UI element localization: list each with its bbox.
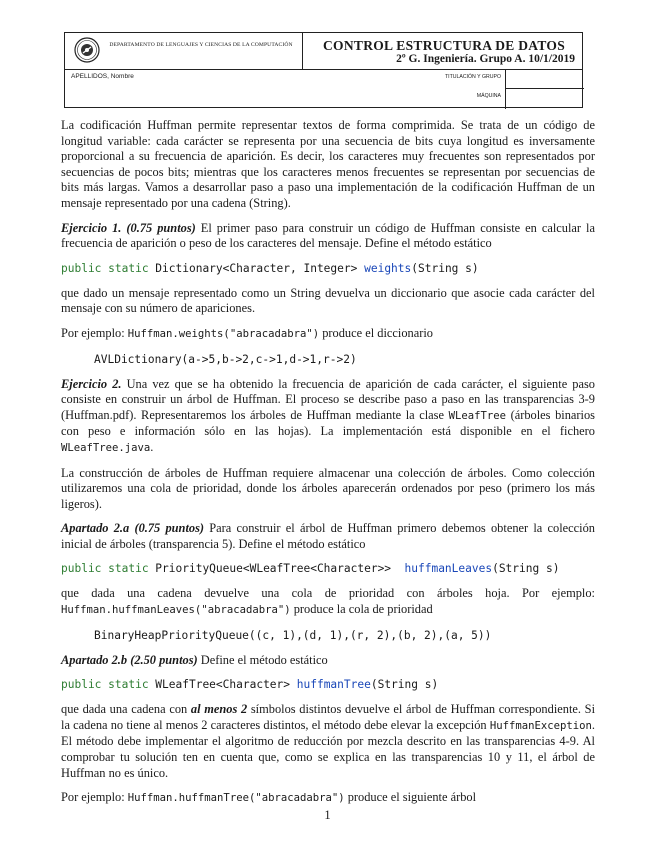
code-type: PriorityQueue<WLeafTree<Character>>	[148, 562, 405, 576]
description-text: que dada una cadena devuelve una cola de prioridad con árboles hoja. Por ejemplo:	[61, 586, 595, 601]
class-name-code: WLeafTree	[448, 409, 506, 422]
example-text: produce el diccionario	[319, 325, 433, 340]
example-text: produce el siguiente árbol	[344, 790, 477, 805]
department-name: DEPARTAMENTO DE LENGUAJES Y CIENCIAS DE LA COMPUTACIÓN	[109, 42, 293, 48]
huffman-leaves-signature	[61, 561, 595, 576]
code-type: WLeafTree<Character>	[148, 678, 297, 692]
degree-field-label: TITULACIÓN Y GRUPO	[444, 74, 501, 80]
intro-paragraph: La codificación Huffman permite representar textos de forma comprimida. Se trata de un código de longitud variable: cada carácter se representa por una secuencia de bits cuya longitud es inversamente proporcional a su frecuencia de aparición. Es decir, los caracteres muy frecuentes son representados por secuencias de pocos bits; mientras que los caracteres menos frecuentes se representan por secuencias de bits más largas. Vamos a desarrollar paso a paso una implementación de la codificación Huffman de un mensaje representado por una cadena (String).	[61, 118, 595, 210]
file-name-code: WLeafTree.java	[61, 441, 151, 454]
code-function: weights	[364, 261, 412, 275]
weights-signature	[61, 261, 595, 276]
code-function: huffmanLeaves	[404, 562, 493, 576]
exam-header	[64, 32, 583, 108]
exercise-1-description: que dado un mensaje representado como un String devuelva un diccionario que asocie cada carácter del mensaje con su número de apariciones.	[61, 285, 595, 316]
apartado-2b-description	[61, 702, 595, 781]
exercise-1-result: AVLDictionary(a->5,b->2,c->1,d->1,r->2)	[94, 352, 357, 366]
example-text: Por ejemplo:	[61, 790, 128, 805]
header-divider	[505, 69, 506, 109]
apartado-2b-heading: Apartado 2.b (2.50 puntos)	[61, 652, 198, 667]
apartado-2b-statement	[61, 653, 595, 669]
apartado-2a-result: BinaryHeapPriorityQueue((c, 1),(d, 1),(r, 2),(b, 2),(a, 5))	[94, 628, 492, 642]
machine-field-label: MÁQUINA	[476, 93, 501, 99]
exception-code: HuffmanException	[489, 719, 592, 732]
header-divider	[302, 33, 303, 69]
code-type: Dictionary<Character, Integer>	[148, 261, 365, 275]
code-args: (String s)	[370, 678, 439, 692]
apartado-2b-example	[61, 790, 595, 807]
exercise-2-statement	[61, 377, 595, 457]
code-keyword: public static	[61, 562, 149, 576]
apartado-2b-text: Define el método estático	[197, 652, 328, 667]
code-args: (String s)	[411, 261, 479, 275]
description-text: produce la cola de prioridad	[290, 602, 433, 617]
exercise-1-example	[61, 326, 595, 343]
exercise-2-text: (árboles binarios con peso e información sólo en las hojas). La implementación está disponible en el fichero	[61, 407, 595, 439]
code-keyword: public static	[61, 678, 149, 692]
huffman-tree-signature	[61, 677, 595, 692]
collection-paragraph: La construcción de árboles de Huffman requiere almacenar una colección de árboles. Como colección utilizaremos una cola de prioridad, donde los árboles aparecerán ordenados por peso (primero los más ligeros).	[61, 465, 595, 511]
exercise-1-text: El primer paso para construir un código de Huffman consiste en calcular la frecuencia de aparición o peso de los caracteres del mensaje. Define el método estático	[61, 220, 595, 251]
description-text: . El método debe implementar el algoritmo de reducción por mezcla descrito en las transparencias 4-9. Al comprobar tu solución ten en cuenta que, como se explica en las transparencias 10 y 11, el árbol de Huffman no es único.	[61, 717, 595, 780]
emphasis-text: al menos 2	[190, 702, 248, 717]
exercise-2-text: .	[150, 439, 154, 454]
example-code: Huffman.huffmanTree("abracadabra")	[127, 792, 345, 805]
code-function: huffmanTree	[296, 678, 371, 692]
exam-subtitle: 2º G. Ingeniería. Grupo A. 10/1/2019	[396, 53, 575, 65]
exam-title: CONTROL ESTRUCTURA DE DATOS	[322, 38, 566, 53]
apartado-2a-text: Para construir el árbol de Huffman primero debemos obtener la colección inicial de árboles (transparencia 5). Define el método estático	[61, 521, 595, 551]
apartado-2a-statement	[61, 521, 595, 552]
exercise-1-statement	[61, 221, 595, 252]
page-number: 1	[324, 808, 331, 822]
example-code: Huffman.weights("abracadabra")	[127, 327, 320, 340]
apartado-2a-description	[61, 586, 595, 618]
university-seal-icon	[74, 37, 100, 63]
description-text: que dada una cadena con	[61, 702, 191, 717]
code-args: (String s)	[492, 562, 560, 576]
exercise-2-heading: Ejercicio 2.	[61, 376, 122, 391]
exercise-1-heading: Ejercicio 1. (0.75 puntos)	[61, 220, 196, 235]
code-keyword: public static	[61, 261, 149, 275]
exercise-2-text: Una vez que se ha obtenido la frecuencia de aparición de cada carácter, el siguiente paso consiste en construir un árbol de Huffman. El proceso se describe paso a paso en las transparencias 3-9 (Huffman.pdf). Representaremos los árboles de Huffman mediante la clase	[61, 376, 595, 422]
name-field-label: APELLIDOS, Nombre	[71, 73, 134, 80]
example-text: Por ejemplo:	[61, 325, 128, 340]
apartado-2a-heading: Apartado 2.a (0.75 puntos)	[61, 521, 205, 536]
description-text: símbolos distintos devuelve el árbol de Huffman correspondiente. Si la cadena no tiene al menos 2 caracteres distintos, el método debe elevar la excepción	[61, 702, 596, 732]
header-divider	[505, 88, 584, 89]
exam-body	[61, 118, 595, 816]
example-code: Huffman.huffmanLeaves("abracadabra")	[61, 604, 291, 617]
